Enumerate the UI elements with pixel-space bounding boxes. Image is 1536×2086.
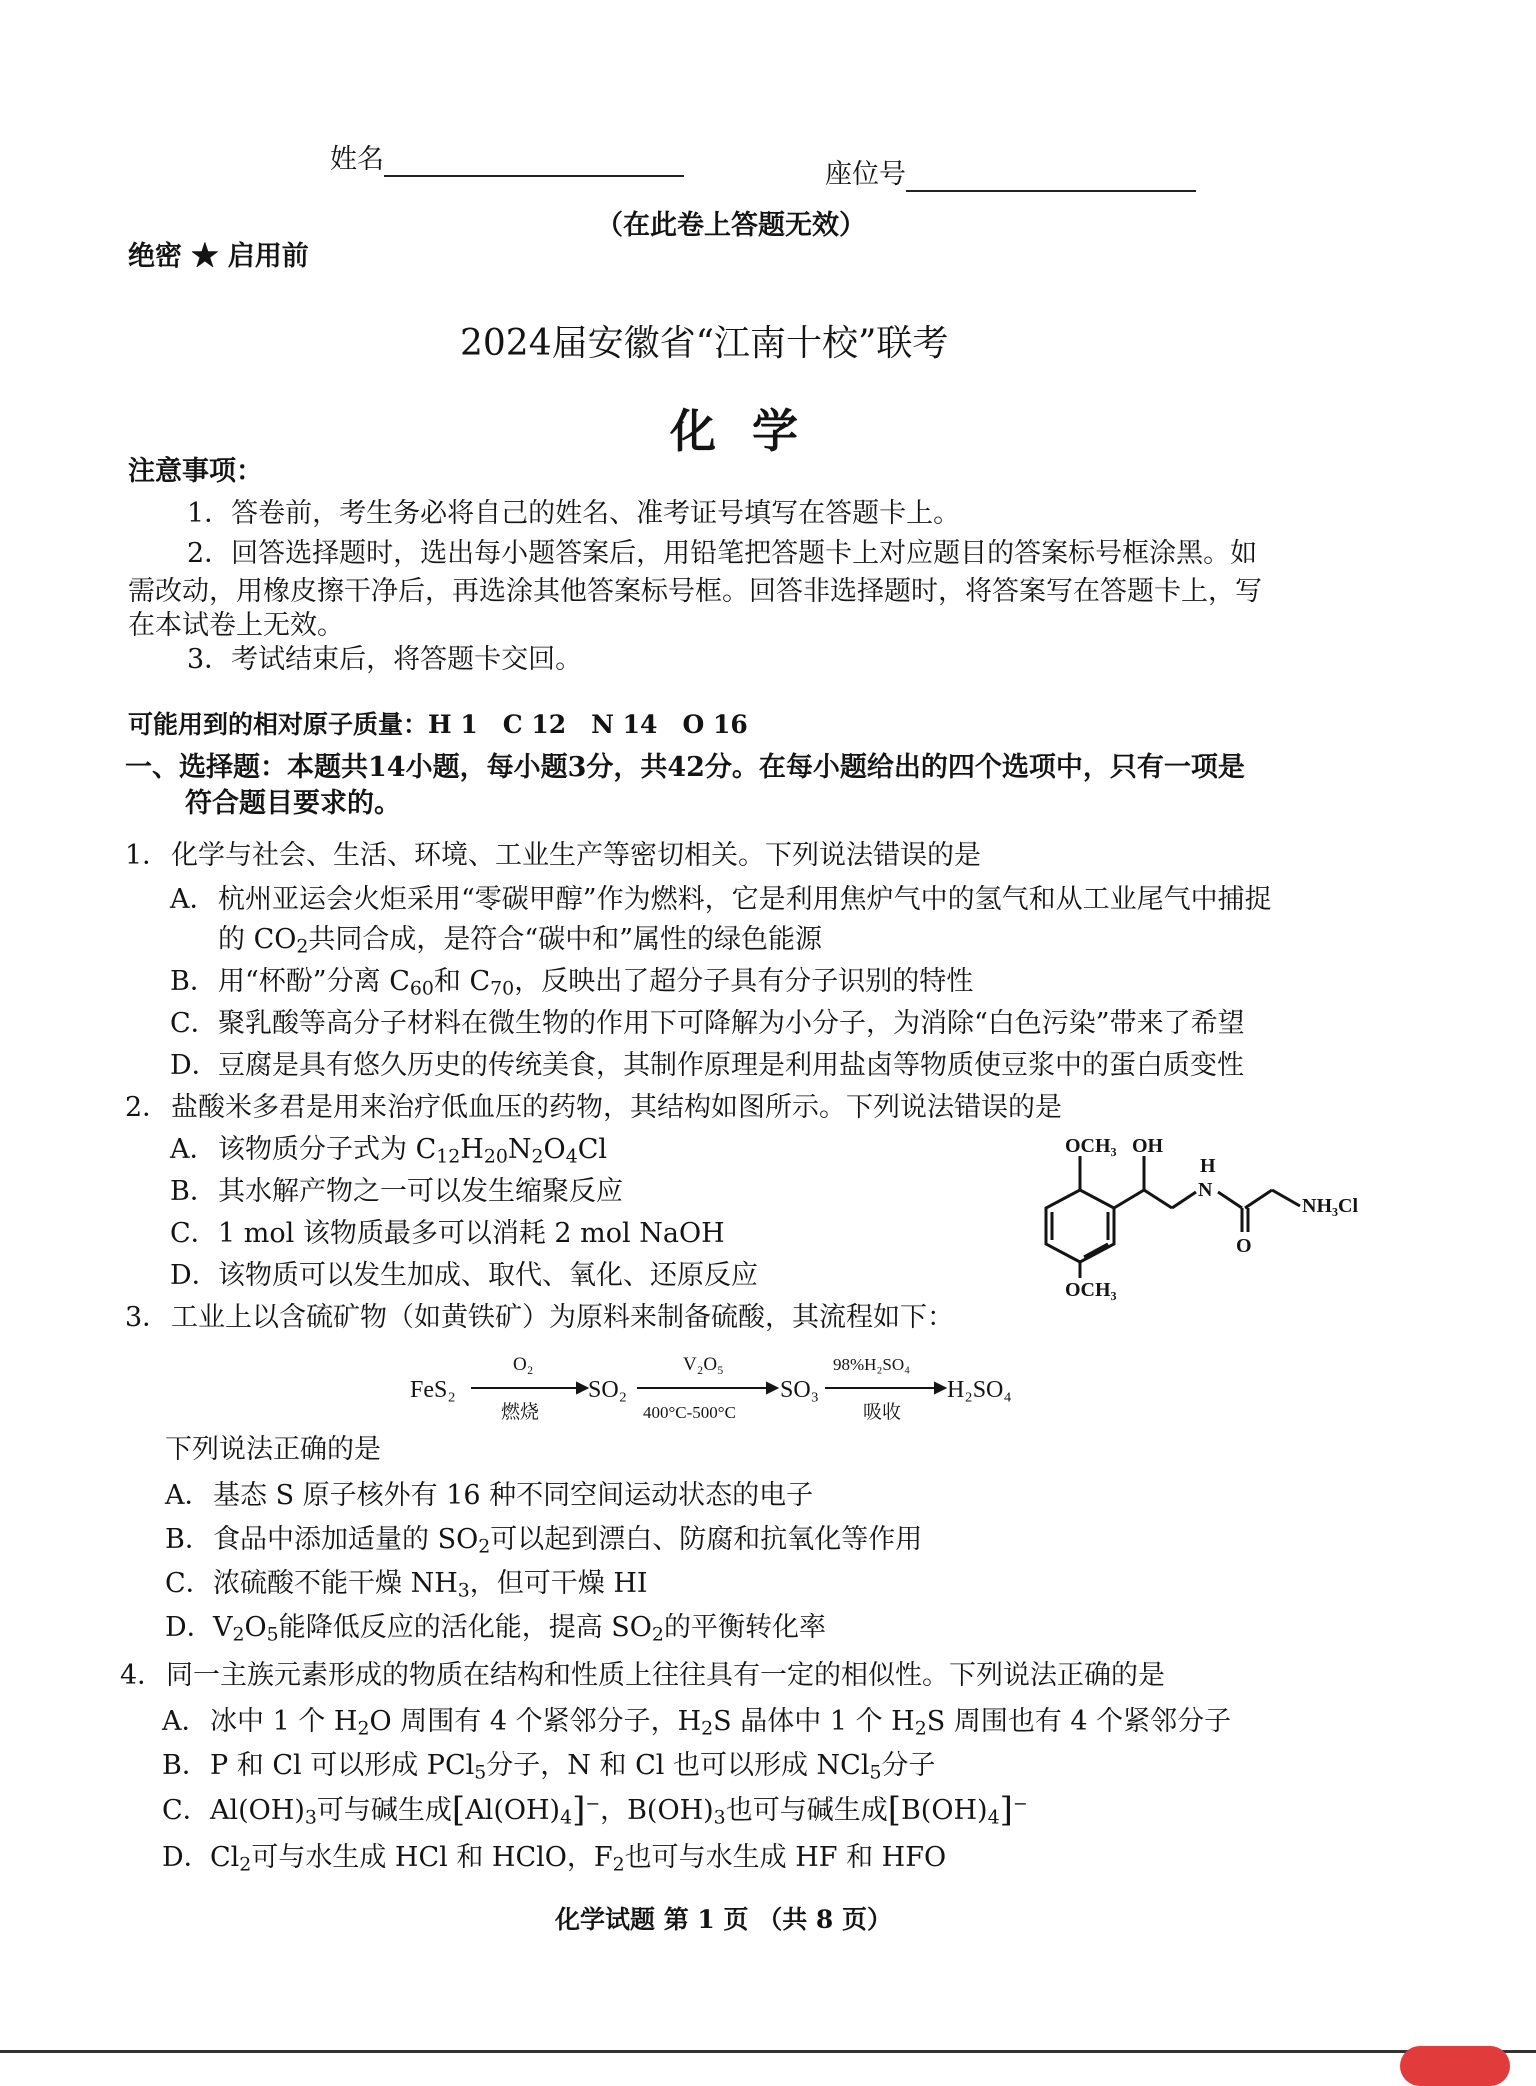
q1-option-c: C．聚乳酸等高分子材料在微生物的作用下可降解为小分子，为消除“白色污染”带来了希望 (170, 1008, 1245, 1039)
option-text: 杭州亚运会火炬采用“零碳甲醇”作为燃料，它是利用焦炉气中的氢气和从工业尾气中捕捉 (218, 884, 1272, 915)
question-1 (125, 836, 981, 876)
question-4: 4．同一主族元素形成的物质在结构和性质上往往具有一定的相似性。下列说法正确的是 (120, 1660, 1165, 1691)
och3-top-label: OCH₃ (1065, 1135, 1117, 1157)
question-stem: 同一主族元素形成的物质在结构和性质上往往具有一定的相似性。下列说法正确的是 (166, 1660, 1165, 1691)
q3-option-a: A．基态 S 原子核外有 16 种不同空间运动状态的电子 (165, 1480, 814, 1511)
h2so4-98-label: 98%H₂SO₄ (833, 1355, 911, 1374)
notice-item: 在本试卷上无效。 (128, 610, 344, 641)
h-label: H (1200, 1155, 1216, 1177)
q1-option-a-cont: 的 $CO_2$共同合成，是符合“碳中和”属性的绿色能源 (218, 924, 823, 958)
q4-option-a: A．冰中 1 个 $H_2O$ 周围有 4 个紧邻分子，$H_2S$ 晶体中 1 个 $H_2S$ 周围也有 4 个紧邻分子 (162, 1706, 1232, 1740)
notice-item: 需改动，用橡皮擦干净后，再选涂其他答案标号框。回答非选择题时，将答案写在答题卡上，写 (128, 576, 1262, 607)
burn-label: 燃烧 (501, 1402, 540, 1423)
q4-option-b: B．P 和 Cl 可以形成 PCl$_5$分子，N 和 Cl 也可以形成 NCl$_5$分子 (162, 1750, 936, 1784)
seat-label: 座位号 (825, 159, 906, 190)
och3-bottom-label: OCH₃ (1065, 1279, 1117, 1300)
q2-option-a: A．该物质分子式为 $C_{12}H_{20}N_2O_4Cl$ (170, 1134, 608, 1168)
name-label: 姓名 (330, 144, 384, 175)
question-2: 2．盐酸米多君是用来治疗低血压的药物，其结构如图所示。下列说法错误的是 (125, 1092, 1062, 1123)
question-stem: 化学与社会、生活、环境、工业生产等密切相关。下列说法错误的是 (171, 840, 981, 871)
bottom-border (0, 2050, 1536, 2053)
atomic-masses: 可能用到的相对原子质量：H 1 C 12 N 14 O 16 (128, 710, 748, 739)
so2-label: SO₂ (588, 1377, 628, 1403)
midodrine-structure (1020, 1120, 1370, 1300)
o2-label: O₂ (513, 1354, 534, 1375)
h2so4-label: H₂SO₄ (947, 1377, 1012, 1403)
question-number: 1． (125, 840, 170, 871)
seat-blank (906, 160, 1196, 192)
q3-option-c: C．浓硫酸不能干燥 $NH_3$，但可干燥 HI (165, 1568, 648, 1602)
corner-sticker (1400, 2046, 1510, 2086)
nh3cl-label: NH₃Cl (1302, 1195, 1358, 1217)
section1-heading-cont: 符合题目要求的。 (185, 788, 401, 819)
q3-option-b: B．食品中添加适量的 $SO_2$可以起到漂白、防腐和抗氧化等作用 (165, 1524, 923, 1558)
v2o5-label: V₂O₅ (683, 1354, 724, 1375)
question-stem: 工业上以含硫矿物（如黄铁矿）为原料来制备硫酸，其流程如下： (171, 1302, 954, 1333)
secret-label: 绝密 ★ 启用前 (128, 241, 309, 272)
question-stem: 盐酸米多君是用来治疗低血压的药物，其结构如图所示。下列说法错误的是 (171, 1092, 1062, 1123)
exam-title: 2024届安徽省“江南十校”联考 (460, 323, 949, 364)
o-label: O (1236, 1235, 1252, 1257)
q3-lead: 下列说法正确的是 (165, 1434, 381, 1465)
q1-option-d: D．豆腐是具有悠久历史的传统美食，其制作原理是利用盐卤等物质使豆浆中的蛋白质变性 (170, 1050, 1244, 1081)
q4-option-c: C．$Al(OH)_3$可与碱生成$[Al(OH)_4]^-$，$B(OH)_3$也可与碱生成$[B(OH)_4]^-$ (162, 1790, 1028, 1830)
q3-option-d: D．$V_2O_5$能降低反应的活化能，提高 $SO_2$的平衡转化率 (165, 1612, 826, 1646)
subject-title: 化学 (670, 404, 834, 458)
q2-option-d: D．该物质可以发生加成、取代、氧化、还原反应 (170, 1260, 758, 1291)
invalid-note: （在此卷上答题无效） (596, 210, 866, 241)
oh-label: OH (1132, 1135, 1164, 1157)
q2-option-b: B．其水解产物之一可以发生缩聚反应 (170, 1176, 623, 1207)
name-field (330, 140, 684, 180)
q4-option-d: D．$Cl_2$可与水生成 HCl 和 HClO，$F_2$也可与水生成 HF 和 HFO (162, 1842, 947, 1876)
sulfuric-acid-flow (405, 1346, 1045, 1426)
q1-option-b: B．用“杯酚”分离 $C_{60}$和 $C_{70}$，反映出了超分子具有分子识别的特性 (170, 966, 974, 1000)
section1-heading: 一、选择题：本题共14小题，每小题3分，共42分。在每小题给出的四个选项中，只有一项是 (125, 752, 1245, 783)
fes2-label: FeS₂ (410, 1377, 456, 1403)
q1-option-a: A．杭州亚运会火炬采用“零碳甲醇”作为燃料，它是利用焦炉气中的氢气和从工业尾气中捕捉 (170, 884, 1272, 915)
so3-label: SO₃ (780, 1377, 820, 1403)
page-footer: 化学试题 第 1 页 （共 8 页） (555, 1905, 893, 1934)
absorb-label: 吸收 (863, 1402, 902, 1423)
notice-item: 3．考试结束后，将答题卡交回。 (187, 644, 583, 675)
notice-item: 1．答卷前，考生务必将自己的姓名、准考证号填写在答题卡上。 (187, 498, 961, 529)
temp-label: 400°C-500°C (643, 1403, 736, 1422)
seat-field (825, 155, 1196, 195)
option-text: 聚乳酸等高分子材料在微生物的作用下可降解为小分子，为消除“白色污染”带来了希望 (218, 1008, 1245, 1039)
q2-option-c: C．1 mol 该物质最多可以消耗 2 mol NaOH (170, 1218, 725, 1249)
question-3: 3．工业上以含硫矿物（如黄铁矿）为原料来制备硫酸，其流程如下： (125, 1302, 954, 1333)
notice-heading: 注意事项： (128, 456, 263, 487)
option-text: 豆腐是具有悠久历史的传统美食，其制作原理是利用盐卤等物质使豆浆中的蛋白质变性 (218, 1050, 1244, 1081)
name-blank (384, 145, 684, 177)
notice-item: 2．回答选择题时，选出每小题答案后，用铅笔把答题卡上对应题目的答案标号框涂黑。如 (187, 538, 1258, 569)
n-label: N (1198, 1179, 1213, 1201)
